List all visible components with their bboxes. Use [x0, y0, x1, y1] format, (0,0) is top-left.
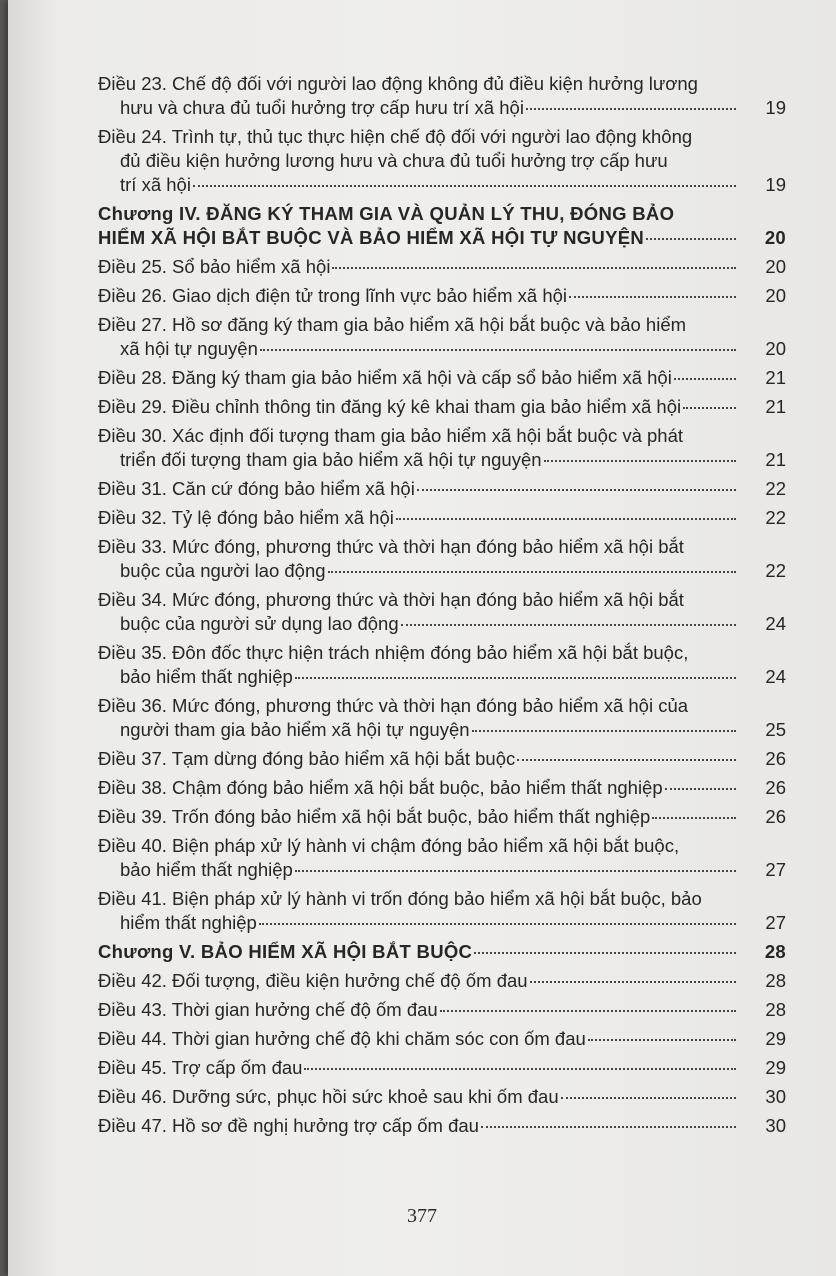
toc-page-number: 28: [765, 999, 786, 1020]
toc-entry-text: Điều 42. Đối tượng, điều kiện hưởng chế độ ốm đau: [98, 970, 528, 991]
toc-entry-text: triển đối tượng tham gia bảo hiểm xã hội tự nguyện: [120, 449, 542, 470]
toc-entry-text: xã hội tự nguyện: [120, 338, 258, 359]
dot-leader: [260, 349, 736, 351]
page-number: 377: [407, 1205, 437, 1227]
toc-entry-text: trí xã hội: [120, 174, 191, 195]
toc-entry-text: buộc của người lao động: [120, 560, 326, 581]
dot-leader: [440, 1010, 736, 1012]
toc-page-number: 20: [765, 285, 786, 306]
toc-page-number: 26: [765, 748, 786, 769]
toc-page-number: 29: [765, 1028, 786, 1049]
toc-page-number: 30: [765, 1115, 786, 1136]
toc-entry: [98, 424, 786, 472]
toc-entry-text: bảo hiểm thất nghiệp: [120, 859, 293, 880]
toc-page-number: 21: [765, 367, 786, 388]
toc-entry-text: Điều 39. Trốn đóng bảo hiểm xã hội bắt buộc, bảo hiểm thất nghiệp: [98, 806, 651, 827]
toc-entry: [98, 834, 786, 882]
toc-entry-text: Điều 38. Chậm đóng bảo hiểm xã hội bắt buộc, bảo hiểm thất nghiệp: [98, 777, 663, 798]
toc-entry-text: Điều 32. Tỷ lệ đóng bảo hiểm xã hội: [98, 507, 394, 528]
toc-entry: [98, 1056, 786, 1080]
dot-leader: [417, 489, 736, 491]
toc-entry-text: bảo hiểm thất nghiệp: [120, 666, 293, 687]
toc-entry: [98, 969, 786, 993]
toc-entry: [98, 313, 786, 361]
table-of-contents: [98, 72, 786, 1143]
toc-entry-text: Điều 44. Thời gian hưởng chế độ khi chăm sóc con ốm đau: [98, 1028, 586, 1049]
toc-page-number: 30: [765, 1086, 786, 1107]
dot-leader: [401, 624, 736, 626]
toc-entry: [98, 805, 786, 829]
toc-page-number: 28: [764, 941, 786, 962]
toc-entry: [98, 366, 786, 390]
toc-page-number: 25: [765, 719, 786, 740]
toc-entry: [98, 477, 786, 501]
dot-leader: [526, 108, 736, 110]
dot-leader: [674, 378, 736, 380]
toc-entry: [98, 887, 786, 935]
toc-entry-text: Điều 33. Mức đóng, phương thức và thời hạn đóng bảo hiểm xã hội bắt: [98, 536, 684, 557]
toc-entry: [98, 284, 786, 308]
toc-entry-text: Điều 23. Chế độ đối với người lao động không đủ điều kiện hưởng lương: [98, 73, 698, 94]
toc-page-number: 24: [765, 613, 786, 634]
toc-entry-text: Điều 26. Giao dịch điện tử trong lĩnh vực bảo hiểm xã hội: [98, 285, 568, 306]
dot-leader: [588, 1039, 736, 1041]
dot-leader: [481, 1126, 736, 1128]
dot-leader: [193, 185, 736, 187]
toc-entry: [98, 535, 786, 583]
toc-entry-text: Điều 24. Trình tự, thủ tục thực hiện chế độ đối với người lao động không: [98, 126, 693, 147]
toc-entry-text: Điều 31. Căn cứ đóng bảo hiểm xã hội: [98, 478, 415, 499]
toc-entry: [98, 641, 786, 689]
toc-entry: [98, 125, 786, 197]
toc-page-number: 29: [765, 1057, 786, 1078]
toc-entry-text: Điều 35. Đôn đốc thực hiện trách nhiệm đóng bảo hiểm xã hội bắt buộc,: [98, 642, 689, 663]
toc-entry-text: hưu và chưa đủ tuổi hưởng trợ cấp hưu trí xã hội: [120, 97, 524, 118]
toc-entry: [98, 255, 786, 279]
toc-entry-text: Điều 43. Thời gian hưởng chế độ ốm đau: [98, 999, 438, 1020]
toc-page-number: 22: [765, 560, 786, 581]
dot-leader: [474, 952, 736, 954]
toc-entry-text: Điều 29. Điều chỉnh thông tin đăng ký kê khai tham gia bảo hiểm xã hội: [98, 396, 682, 417]
dot-leader: [328, 571, 736, 573]
toc-page-number: 28: [765, 970, 786, 991]
dot-leader: [396, 518, 736, 520]
dot-leader: [544, 460, 736, 462]
toc-entry-text: Điều 40. Biện pháp xử lý hành vi chậm đóng bảo hiểm xã hội bắt buộc,: [98, 835, 680, 856]
toc-entry-text: Điều 36. Mức đóng, phương thức và thời hạn đóng bảo hiểm xã hội của: [98, 695, 689, 716]
toc-page-number: 26: [765, 777, 786, 798]
toc-entry-text: buộc của người sử dụng lao động: [120, 613, 399, 634]
toc-entry: [98, 72, 786, 120]
dot-leader: [646, 238, 736, 240]
toc-entry: [98, 694, 786, 742]
toc-page-number: 22: [765, 478, 786, 499]
dot-leader: [665, 788, 736, 790]
toc-page-number: 20: [765, 338, 786, 359]
toc-entry: [98, 395, 786, 419]
dot-leader: [332, 267, 736, 269]
toc-entry-text: Điều 37. Tạm dừng đóng bảo hiểm xã hội bắt buộc: [98, 748, 516, 769]
toc-page-number: 19: [765, 174, 786, 195]
toc-page-number: 20: [765, 256, 786, 277]
dot-leader: [652, 817, 736, 819]
toc-entry: [98, 588, 786, 636]
toc-entry: [98, 747, 786, 771]
toc-entry: [98, 1114, 786, 1138]
toc-page-number: 26: [765, 806, 786, 827]
toc-entry-text: Điều 45. Trợ cấp ốm đau: [98, 1057, 303, 1078]
toc-entry-text: Điều 25. Sổ bảo hiểm xã hội: [98, 256, 331, 277]
toc-entry-text: Điều 30. Xác định đối tượng tham gia bảo hiểm xã hội bắt buộc và phát: [98, 425, 684, 446]
toc-chapter-entry: [98, 940, 786, 964]
dot-leader: [295, 870, 736, 872]
toc-entry-text: hiểm thất nghiệp: [120, 912, 257, 933]
dot-leader: [517, 759, 736, 761]
dot-leader: [561, 1097, 736, 1099]
toc-page-number: 27: [765, 859, 786, 880]
dot-leader: [569, 296, 736, 298]
toc-entry-text: Điều 41. Biện pháp xử lý hành vi trốn đóng bảo hiểm xã hội bắt buộc, bảo: [98, 888, 702, 909]
dot-leader: [530, 981, 736, 983]
toc-entry-text: Điều 47. Hồ sơ đề nghị hưởng trợ cấp ốm đau: [98, 1115, 479, 1136]
toc-entry-text: đủ điều kiện hưởng lương hưu và chưa đủ tuổi hưởng trợ cấp hưu: [120, 150, 668, 171]
toc-entry-text: Chương IV. ĐĂNG KÝ THAM GIA VÀ QUẢN LÝ THU, ĐÓNG BẢO: [98, 203, 675, 224]
dot-leader: [472, 730, 736, 732]
dot-leader: [295, 677, 736, 679]
toc-page-number: 24: [765, 666, 786, 687]
toc-page-number: 22: [765, 507, 786, 528]
toc-entry: [98, 1085, 786, 1109]
dot-leader: [259, 923, 736, 925]
toc-entry-text: Điều 34. Mức đóng, phương thức và thời hạn đóng bảo hiểm xã hội bắt: [98, 589, 684, 610]
toc-page-number: 20: [764, 227, 786, 248]
toc-entry: [98, 776, 786, 800]
dot-leader: [683, 407, 736, 409]
toc-entry: [98, 998, 786, 1022]
toc-page-number: 21: [765, 449, 786, 470]
toc-chapter-entry: [98, 202, 786, 250]
toc-entry-text: người tham gia bảo hiểm xã hội tự nguyện: [120, 719, 470, 740]
toc-entry-text: HIỂM XÃ HỘI BẮT BUỘC VÀ BẢO HIỂM XÃ HỘI TỰ NGUYỆN: [98, 227, 645, 248]
toc-entry-text: Điều 28. Đăng ký tham gia bảo hiểm xã hội và cấp sổ bảo hiểm xã hội: [98, 367, 672, 388]
toc-entry: [98, 506, 786, 530]
toc-entry-text: Chương V. BẢO HIỂM XÃ HỘI BẮT BUỘC: [98, 941, 473, 962]
toc-entry-text: Điều 46. Dưỡng sức, phục hồi sức khoẻ sau khi ốm đau: [98, 1086, 559, 1107]
toc-page-number: 19: [765, 97, 786, 118]
toc-entry: [98, 1027, 786, 1051]
book-page: [8, 0, 836, 1276]
toc-page-number: 27: [765, 912, 786, 933]
toc-page-number: 21: [765, 396, 786, 417]
dot-leader: [304, 1068, 736, 1070]
toc-entry-text: Điều 27. Hồ sơ đăng ký tham gia bảo hiểm xã hội bắt buộc và bảo hiểm: [98, 314, 687, 335]
